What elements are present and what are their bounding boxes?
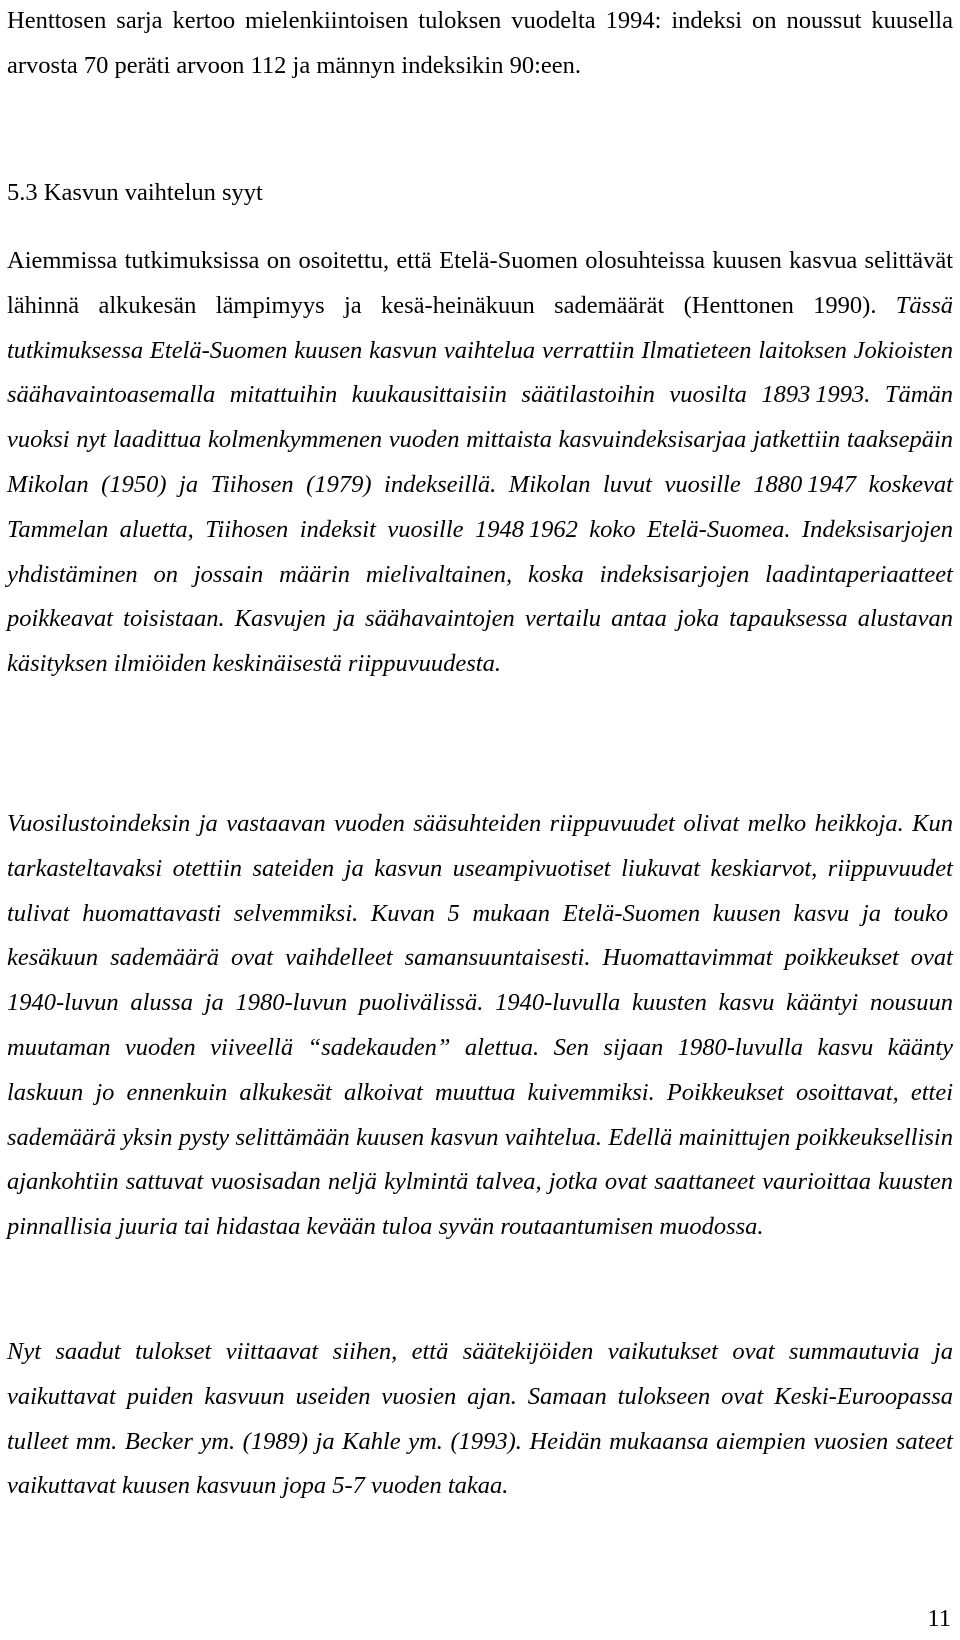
- methods-italic-text: Tässä tutkimuksessa Etelä-Suomen kuusen kasvun vaihtelua verrattiin Ilmatieteen laitoksen Jokioisten säähavaintoasemalla mitattuihin kuukausittaisiin säätilastoihin vuosilta 1893 1993. Tämän vuoksi nyt laadittua kolmenkymmenen vuoden mittaista kasvuindeksisarjaa jatkettiin taaksepäin Mikolan (1950) ja Tiihosen (1979) indekseillä. Mikolan luvut vuosille 1880 1947 koskevat Tammelan aluetta, Tiihosen indeksit vuosille 1948 1962 koko Etelä-Suomea. Indeksisarjojen yhdistäminen on jossain määrin mielivaltainen, koska indeksisarjojen laadintaperiaatteet poikkeavat toisistaan. Kasvujen ja säähavaintojen vertailu antaa joka tapauksessa alustavan käsityksen ilmiöiden keskinäisestä riippuvuudesta.: [7, 291, 953, 678]
- page-number: 11: [927, 1605, 951, 1632]
- methods-roman-text: Aiemmissa tutkimuksissa on osoitettu, että Etelä-Suomen olosuhteissa kuusen kasvua selittävät lähinnä alkukesän lämpimyys ja kesä-heinäkuun sademäärät (Henttonen 1990).: [7, 247, 953, 319]
- body-paragraph-methods: [7, 239, 953, 687]
- section-heading: 5.3 Kasvun vaihtelun syyt: [7, 179, 263, 206]
- body-paragraph-conclusion: Nyt saadut tulokset viittaavat siihen, että säätekijöiden vaikutukset ovat summautuvia ja vaikuttavat puiden kasvuun useiden vuosien ajan. Samaan tulokseen ovat Keski-Euroopassa tulleet mm. Becker ym. (1989) ja Kahle ym. (1993). Heidän mukaansa aiempien vuosien sateet vaikuttavat kuusen kasvuun jopa 5-7 vuoden takaa.: [7, 1338, 953, 1500]
- body-paragraph-results: Vuosilustoindeksin ja vastaavan vuoden sääsuhteiden riippuvuudet olivat melko heikkoja. Kun tarkasteltavaksi otettiin sateiden ja kasvun useampivuotiset liukuvat keskiarvot, riippuvuudet tulivat huomattavasti selvemmiksi. Kuvan 5 mukaan Etelä-Suomen kuusen kasvu ja touko kesäkuun sademäärä ovat vaihdelleet samansuuntaisesti. Huomattavimmat poikkeukset ovat 1940-luvun alussa ja 1980-luvun puolivälissä. 1940-luvulla kuusten kasvu kääntyi nousuun muutaman vuoden viiveellä “sadekauden” alettua. Sen sijaan 1980-luvulla kasvu käänty laskuun jo ennenkuin alkukesät alkoivat muuttua kuivemmiksi. Poikkeukset osoittavat, ettei sademäärä yksin pysty selittämään kuusen kasvun vaihtelua. Edellä mainittujen poikkeuksellisin ajankohtiin sattuvat vuosisadan neljä kylmintä talvea, jotka ovat saattaneet vaurioittaa kuusten pinnallisia juuria tai hidastaa kevään tuloa syvän routaantumisen muodossa.: [7, 810, 953, 1241]
- intro-paragraph: Henttosen sarja kertoo mielenkiintoisen tuloksen vuodelta 1994: indeksi on noussut kuusella arvosta 70 peräti arvoon 112 ja männyn indeksikin 90:een.: [7, 7, 953, 79]
